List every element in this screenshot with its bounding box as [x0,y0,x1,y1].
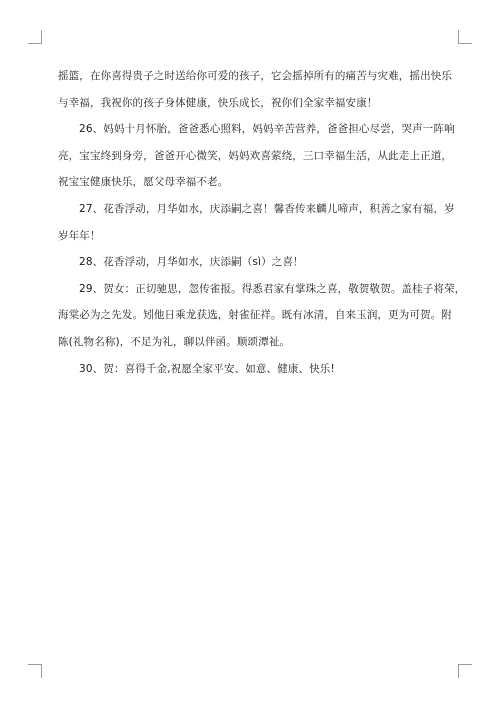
text-line: 27、花香浮动，月华如水，庆添嗣之喜！馨香传来麟儿啼声，积善之家有福，岁 [79,202,455,215]
text-line: 岁年年！ [58,229,101,242]
crop-mark-top-left-vertical [41,30,42,44]
document-body [58,66,466,385]
text-line: 陈(礼物名称)，不足为礼，聊以伴函。顺颂潭祉。 [58,335,291,348]
crop-mark-top-left-horizontal [28,43,42,44]
text-line: 29、贺女：正切驰思，忽传雀报。得悉君家有掌珠之喜，敬贺敬贺。盖桂子将荣， [79,282,466,295]
crop-mark-bottom-right-horizontal [458,664,472,665]
text-line: 26、妈妈十月怀胎，爸爸悉心照料，妈妈辛苦营养，爸爸担心尽尝，哭声一阵响 [79,123,455,136]
text-line: 海棠必为之先发。矧他日乘龙获选，射雀征祥。既有冰清，自来玉润，更为可贺。附 [58,309,453,322]
text-line: 祝宝宝健康快乐，愿父母幸福不老。 [58,176,229,189]
text-line: 摇篮，在你喜得贵子之时送给你可爱的孩子，它会摇掉所有的痛苦与灾难，摇出快乐 [58,70,453,82]
crop-mark-bottom-right-vertical [458,664,459,678]
text-line: 与幸福，我祝你的孩子身体健康，快乐成长，祝你们全家幸福安康！ [58,96,378,109]
crop-mark-top-right-horizontal [458,43,472,44]
crop-mark-bottom-left-vertical [41,664,42,678]
crop-mark-top-right-vertical [458,30,459,44]
crop-mark-bottom-left-horizontal [28,664,42,665]
text-line: 28、花香浮动，月华如水，庆添嗣（sì）之喜！ [79,256,304,269]
text-line: 30、贺：喜得千金,祝愿全家平安、如意、健康、快乐! [79,362,335,375]
text-line: 亮，宝宝终到身旁，爸爸开心微笑，妈妈欢喜萦绕，三口幸福生活，从此走上正道， [58,149,453,162]
